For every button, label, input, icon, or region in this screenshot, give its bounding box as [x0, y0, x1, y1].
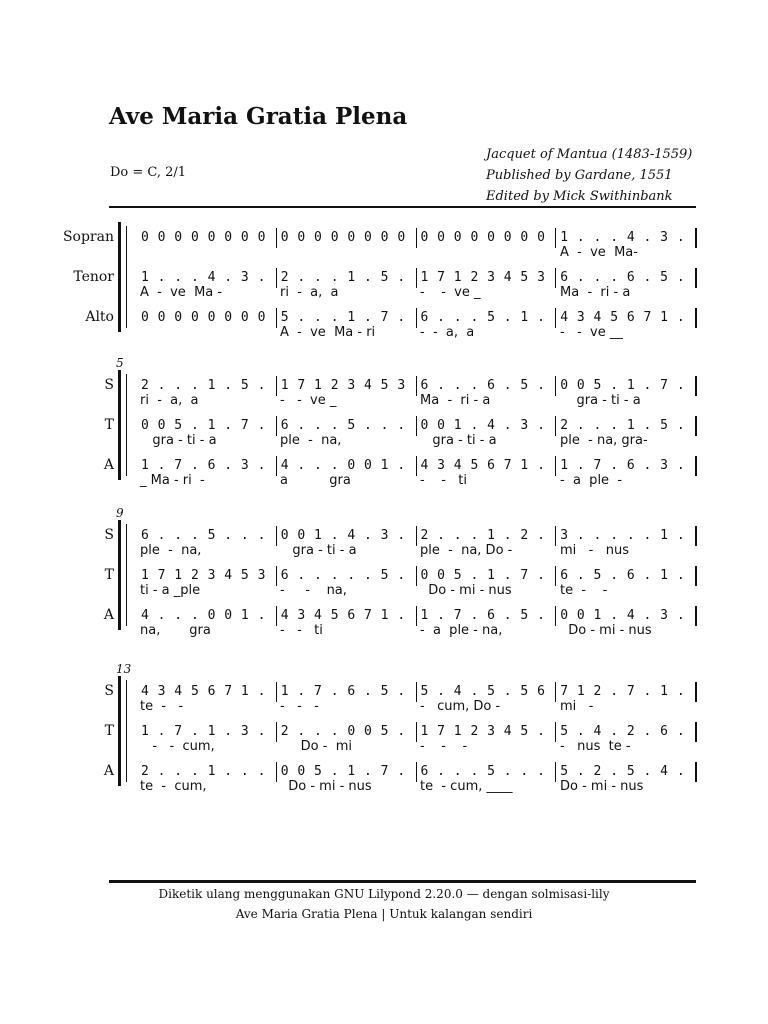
measure-lyrics: A - ve Ma- — [560, 245, 638, 260]
measure-lyrics: te - - — [560, 583, 608, 598]
system-barline — [126, 226, 127, 328]
measure-notes: 6 . . . 5 . . . — [137, 526, 277, 546]
system-barline — [126, 680, 127, 782]
lyrics-row — [137, 285, 697, 300]
measure-lyrics — [137, 325, 277, 340]
measure-lyrics: ri - a, a — [280, 285, 339, 300]
measure-notes: 5 . . . 1 . 7 . — [277, 308, 417, 328]
part-label: T — [104, 723, 114, 739]
measure-lyrics: ple - na, gra- — [560, 433, 648, 448]
lyrics-row — [137, 245, 697, 260]
measure-lyrics: gra - ti - a — [140, 433, 217, 448]
measure-lyrics: gra - ti - a — [280, 543, 357, 558]
measure-notes: 4 . . . 0 0 1 . — [137, 606, 277, 626]
measure-notes: 4 3 4 5 6 7 1 . — [556, 308, 697, 328]
measure-lyrics: - - cum, — [140, 739, 215, 754]
measure-lyrics: Do - mi - nus — [280, 779, 372, 794]
lyrics-row — [137, 779, 697, 794]
measure-lyrics: gra - ti - a — [560, 393, 641, 408]
composer-credit: Jacquet of Mantua (1483-1559) — [486, 147, 693, 162]
measure-notes: 4 . . . 0 0 1 . — [277, 456, 417, 476]
measure-notes: 5 . 4 . 5 . 5 6 — [417, 682, 557, 702]
lyrics-row — [137, 583, 697, 598]
measure-notes: 2 . . . 0 0 5 . — [277, 722, 417, 742]
measure-notes: 1 7 1 2 3 4 5 3 — [417, 268, 557, 288]
measure-notes: 3 . . . . . 1 . — [556, 526, 697, 546]
measure-lyrics: na, gra — [140, 623, 211, 638]
measure-lyrics: Ma - ri - a — [420, 393, 491, 408]
measure-notes: 1 . 7 . 1 . 3 . — [137, 722, 277, 742]
measure-notes: 1 . . . 4 . 3 . — [556, 228, 697, 248]
measure-notes: 4 3 4 5 6 7 1 . — [417, 456, 557, 476]
measure-lyrics: a gra — [280, 473, 351, 488]
measure-notes: 1 7 1 2 3 4 5 3 — [277, 376, 417, 396]
measure-lyrics: ti - a _ple — [140, 583, 201, 598]
measure-lyrics: - a ple - — [560, 473, 623, 488]
measure-lyrics: A - ve Ma - — [140, 285, 223, 300]
measure-notes: 2 . . . 1 . . . — [137, 762, 277, 782]
measure-lyrics — [137, 245, 277, 260]
editor-credit: Edited by Mick Swithinbank — [486, 189, 673, 204]
publisher-credit: Published by Gardane, 1551 — [486, 168, 673, 183]
measure-lyrics: - nus te - — [560, 739, 631, 754]
measure-lyrics: - - ve _ — [280, 393, 337, 408]
measure-lyrics — [277, 245, 417, 260]
measure-notes: 1 . 7 . 6 . 3 . — [556, 456, 697, 476]
measure-notes: 1 . . . 4 . 3 . — [137, 268, 277, 288]
measure-notes: 2 . . . 1 . 2 . — [417, 526, 557, 546]
measure-notes: 7 1 2 . 7 . 1 . — [556, 682, 697, 702]
measure-lyrics: - - - — [280, 699, 319, 714]
measure-lyrics: - - ti — [280, 623, 323, 638]
part-label: A — [103, 763, 114, 779]
measure-notes: 1 . 7 . 6 . 5 . — [277, 682, 417, 702]
measure-notes: 0 0 0 0 0 0 0 0 — [137, 308, 277, 328]
footer-line-1: Diketik ulang menggunakan GNU Lilypond 2.20.0 — dengan solmisasi-lily — [158, 887, 610, 901]
part-label: S — [104, 683, 114, 699]
measure-lyrics: A - ve Ma - ri — [280, 325, 376, 340]
system-number: 13 — [116, 662, 132, 676]
measure-lyrics: - - a, a — [420, 325, 475, 340]
key-signature: Do = C, 2/1 — [110, 165, 187, 180]
page-title: Ave Maria Gratia Plena — [109, 103, 408, 130]
measure-lyrics — [417, 245, 557, 260]
part-label: Alto — [85, 309, 114, 325]
measure-notes: 6 . . . 6 . 5 . — [556, 268, 697, 288]
measure-notes: 6 . . . 5 . . . — [277, 416, 417, 436]
measure-notes: 1 . 7 . 6 . 3 . — [137, 456, 277, 476]
part-label: S — [104, 527, 114, 543]
measure-notes: 6 . . . 5 . 1 . — [417, 308, 557, 328]
lyrics-row — [137, 543, 697, 558]
measure-lyrics: Do - mi - nus — [420, 583, 512, 598]
measure-notes: 0 0 1 . 4 . 3 . — [556, 606, 697, 626]
measure-notes: 1 . 7 . 6 . 5 . — [417, 606, 557, 626]
measure-lyrics: Do - mi — [280, 739, 352, 754]
measure-lyrics: Do - mi - nus — [560, 623, 652, 638]
lyrics-row — [137, 699, 697, 714]
lyrics-row — [137, 433, 697, 448]
measure-notes: 6 . . . 5 . . . — [417, 762, 557, 782]
measure-lyrics: - - ti — [420, 473, 468, 488]
measure-lyrics: ple - na, — [140, 543, 202, 558]
measure-lyrics: _ Ma - ri - — [140, 473, 205, 488]
lyrics-row — [137, 325, 697, 340]
measure-notes: 1 7 1 2 3 4 5 . — [417, 722, 557, 742]
measure-notes: 0 0 0 0 0 0 0 0 — [277, 228, 417, 248]
measure-notes: 6 . . . 6 . 5 . — [417, 376, 557, 396]
measure-notes: 2 . . . 1 . 5 . — [556, 416, 697, 436]
measure-lyrics: mi - — [560, 699, 594, 714]
measure-lyrics: mi - nus — [560, 543, 630, 558]
system-number: 5 — [116, 356, 124, 370]
lyrics-row — [137, 393, 697, 408]
measure-lyrics: ple - na, — [280, 433, 342, 448]
lyrics-row — [137, 623, 697, 638]
measure-notes: 0 0 0 0 0 0 0 0 — [417, 228, 557, 248]
measure-lyrics: - - na, — [280, 583, 347, 598]
part-label: T — [104, 417, 114, 433]
measure-notes: 5 . 2 . 5 . 4 . — [556, 762, 697, 782]
system-barline — [126, 374, 127, 476]
measure-lyrics: - cum, Do - — [420, 699, 501, 714]
measure-notes: 1 7 1 2 3 4 5 3 — [137, 566, 277, 586]
measure-notes: 0 0 1 . 4 . 3 . — [277, 526, 417, 546]
system-number: 9 — [116, 506, 124, 520]
measure-notes: 0 0 5 . 1 . 7 . — [417, 566, 557, 586]
measure-lyrics: te - - — [140, 699, 184, 714]
lyrics-row — [137, 739, 697, 754]
part-label: S — [104, 377, 114, 393]
measure-notes: 0 0 5 . 1 . 7 . — [137, 416, 277, 436]
measure-lyrics: - - - — [420, 739, 468, 754]
footer-line-2: Ave Maria Gratia Plena | Untuk kalangan sendiri — [235, 907, 533, 921]
measure-lyrics: - a ple - na, — [420, 623, 503, 638]
measure-notes: 4 3 4 5 6 7 1 . — [277, 606, 417, 626]
measure-lyrics: ri - a, a — [140, 393, 199, 408]
part-label: Sopran — [62, 229, 114, 245]
measure-notes: 0 0 5 . 1 . 7 . — [277, 762, 417, 782]
footer-rule — [109, 880, 696, 883]
part-label: T — [104, 567, 114, 583]
measure-notes: 4 3 4 5 6 7 1 . — [137, 682, 277, 702]
part-label: Tenor — [73, 269, 114, 285]
measure-lyrics: - - ve __ — [560, 325, 623, 340]
measure-notes: 6 . 5 . 6 . 1 . — [556, 566, 697, 586]
measure-lyrics: Ma - ri - a — [560, 285, 631, 300]
measure-lyrics: ple - na, Do - — [420, 543, 513, 558]
measure-notes: 0 0 5 . 1 . 7 . — [556, 376, 697, 396]
system-barline — [126, 524, 127, 626]
measure-lyrics: gra - ti - a — [420, 433, 497, 448]
part-label: A — [103, 607, 114, 623]
measure-notes: 5 . 4 . 2 . 6 . — [556, 722, 697, 742]
measure-notes: 2 . . . 1 . 5 . — [137, 376, 277, 396]
measure-lyrics: Do - mi - nus — [560, 779, 644, 794]
credits — [486, 144, 696, 207]
measure-notes: 0 0 0 0 0 0 0 0 — [137, 228, 277, 248]
measure-lyrics: te - cum, — [140, 779, 207, 794]
lyrics-row — [137, 473, 697, 488]
measure-notes: 6 . . . . . 5 . — [277, 566, 417, 586]
measure-lyrics: te - cum, ____ — [420, 779, 513, 794]
part-label: A — [103, 457, 114, 473]
header-rule — [109, 206, 696, 208]
measure-lyrics: - - ve _ — [420, 285, 481, 300]
measure-notes: 0 0 1 . 4 . 3 . — [417, 416, 557, 436]
measure-notes: 2 . . . 1 . 5 . — [277, 268, 417, 288]
